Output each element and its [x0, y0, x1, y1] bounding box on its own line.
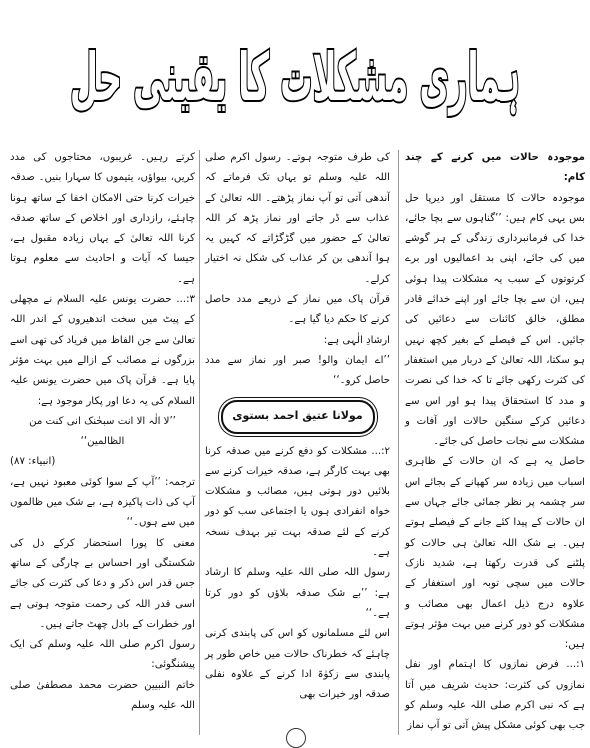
page-number-mark — [286, 728, 306, 748]
column-divider — [199, 150, 200, 735]
paragraph: خاتم النبیین حضرت محمد مصطفیٰ صلی اللہ علیہ وسلم — [10, 679, 195, 712]
headline-text: ہماری مشکلات کا یقینی حل — [70, 39, 520, 116]
paragraph: قرآن پاک میں نماز کے ذریعے مدد حاصل کرنے کا حکم دیا گیا ہے۔ — [205, 294, 390, 326]
headline — [60, 18, 530, 128]
paragraph: اس لئے مسلمانوں کو اس کی پابندی کرنی چاہئے کہ خطرناک حالات میں خاص طور پر پابندی سے زکوٰۃ ادا کرنے کے علاوہ نفلی صدقہ اور خیرات بھی — [205, 628, 390, 701]
article-column-left — [10, 148, 195, 716]
paragraph: کرتے رہیں۔ غریبوں، محتاجوں کی مدد کریں، بیواؤں، یتیموں کا سہارا بنیں۔ صدقہ خیرات کرنا حتی الامکان اخفا کے ساتھ ہونا چاہئے، رازداری اور اخلاص کے ساتھ صدقہ کرنا اللہ تعالیٰ کے یہاں زیادہ مقبول ہے، جیسا کہ آیات و احادیث سے معلوم ہوتا ہے۔ — [10, 152, 195, 285]
paragraph: ۱:... فرض نمازوں کا اہتمام اور نفل نمازوں کی کثرت: حدیث شریف میں آتا ہے کہ نبی اکرم صلی اللہ علیہ وسلم کو جب بھی کوئی مشکل پیش آتی تو آپ نماز — [405, 659, 585, 732]
headline-art — [60, 18, 530, 128]
quoted-prayer: ’’لا الٰہ الا انت سبحٰنک انی کنت من الظالمین‘‘ — [29, 415, 176, 448]
section-heading: موجودہ حالات میں کرنے کے چند کام: — [405, 152, 585, 184]
author-byline: مولانا عتیق احمد بستوی — [221, 400, 375, 434]
paragraph: ’’اے ایمان والو! صبر اور نماز سے مدد حاصل کرو۔‘‘ — [205, 354, 390, 387]
article-column-right — [405, 148, 585, 737]
paragraph: ترجمہ: ’’آپ کے سوا کوئی معبود نہیں ہے، آپ کی ذات پاکیزہ ہے، بے شک میں ظالموں میں سے ہوں۔‘‘ — [9, 476, 195, 529]
article-column-middle — [205, 148, 390, 705]
paragraph: رسول اللہ صلی اللہ علیہ وسلم کا ارشاد ہے: ’’بے شک صدقہ بلاؤں کو دور کرتا ہے۔‘‘ — [205, 567, 390, 619]
paragraph: کی طرف متوجہ ہوتے۔ رسول اکرم صلی اللہ علیہ وسلم تو یہاں تک فرماتے کہ آندھی آتی تو آپ نماز پڑھتے۔ اللہ تعالیٰ کے عذاب سے ڈر جاتے اور نماز پڑھ کر اللہ تعالیٰ کے حضور میں گڑگڑاتے کہ کہیں یہ ہوا آندھی بن کر عذاب کی شکل نہ اختیار کرلے۔ — [205, 152, 390, 285]
column-divider — [398, 150, 399, 735]
paragraph: موجودہ حالات کا مستقل اور دیرپا حل بس یہی کام ہیں: ’’گناہوں سے بچا جائے، خدا کی فرمانبرداری زندگی کے ہر گوشے میں کی جائے، اپنی بد اعمالیوں اور برے کرتوتوں کے سبب یہ مشکلات پیدا ہوئی ہیں، ان سے بچا جائے اور اپنے خدائے قادر مطلق، خالق کائنات سے دعائیں کی جائیں۔ اس کے فیصلے کے بغیر کچھ نہیں ہو سکتا، اللہ تعالیٰ کے دربار میں استغفار کی کثرت رکھی جائے تا کہ خدا کی نصرت و مدد کا استحقاق پیدا ہو اور اس سے دعائیں کرکے سنگین حالات اور آفات و مشکلات سے نجات حاصل کی جائے۔ — [405, 192, 585, 448]
verse-reference: (انبیاء: ۸۷) — [10, 456, 56, 468]
paragraph: ارشادِ الٰہی ہے: — [323, 334, 390, 346]
paragraph: معنی کا پورا استحضار کرکے دل کی شکستگی اور احساس بے چارگی کے ساتھ جس قدر اس ذکر و دعا کی کثرت کی جائے اسی قدر اللہ کی رحمت متوجہ ہوتی ہے اور خطرات کے بادل چھٹ جاتے ہیں۔ — [10, 537, 195, 630]
paragraph: ۳:... حضرت یونس علیہ السلام نے مچھلی کے پیٹ میں سخت اندھیروں کے اندر اللہ تعالیٰ سے جن الفاظ میں فریاد کی تھی اسے بزرگوں نے مصائب کے ازالے میں بہت مؤثر پایا ہے۔ قرآن پاک میں حضرت یونس علیہ السلام کی یہ دعا اور پکار موجود ہے: — [10, 294, 195, 407]
paragraph: ۲:... مشکلات کو دفع کرنے میں صدقہ کرنا بھی بہت کارگر ہے، صدقہ خیرات کرنے سے بلائیں دور ہوتی ہیں، مصائب و مشکلات خواہ انفرادی ہوں یا اجتماعی سب کو دور کرنے کے لئے صدقہ بہت تیر بہدف نسخہ ہے۔ — [205, 445, 390, 559]
paragraph: حاصل یہ ہے کہ ان حالات کے ظاہری اسباب میں زیادہ سر کھپانے کے بجائے اس سر چشمہ پر نظر جمائی جائے جہاں سے ان حالات کے پیدا کئے جانے کے فیصلے ہوتے ہیں۔ بے شک اللہ تعالیٰ ہی حالات کو پلٹنے کی قدرت رکھتا ہے، شدید نازک حالات میں سچی توبہ اور استغفار کے علاوہ درج ذیل اعمال بھی مصائب و مشکلات کو دور کرنے میں بہت مؤثر ہوتے ہیں: — [405, 456, 585, 651]
paragraph: رسول اکرم صلی اللہ علیہ وسلم کی ایک پیشنگوئی: — [10, 639, 195, 671]
